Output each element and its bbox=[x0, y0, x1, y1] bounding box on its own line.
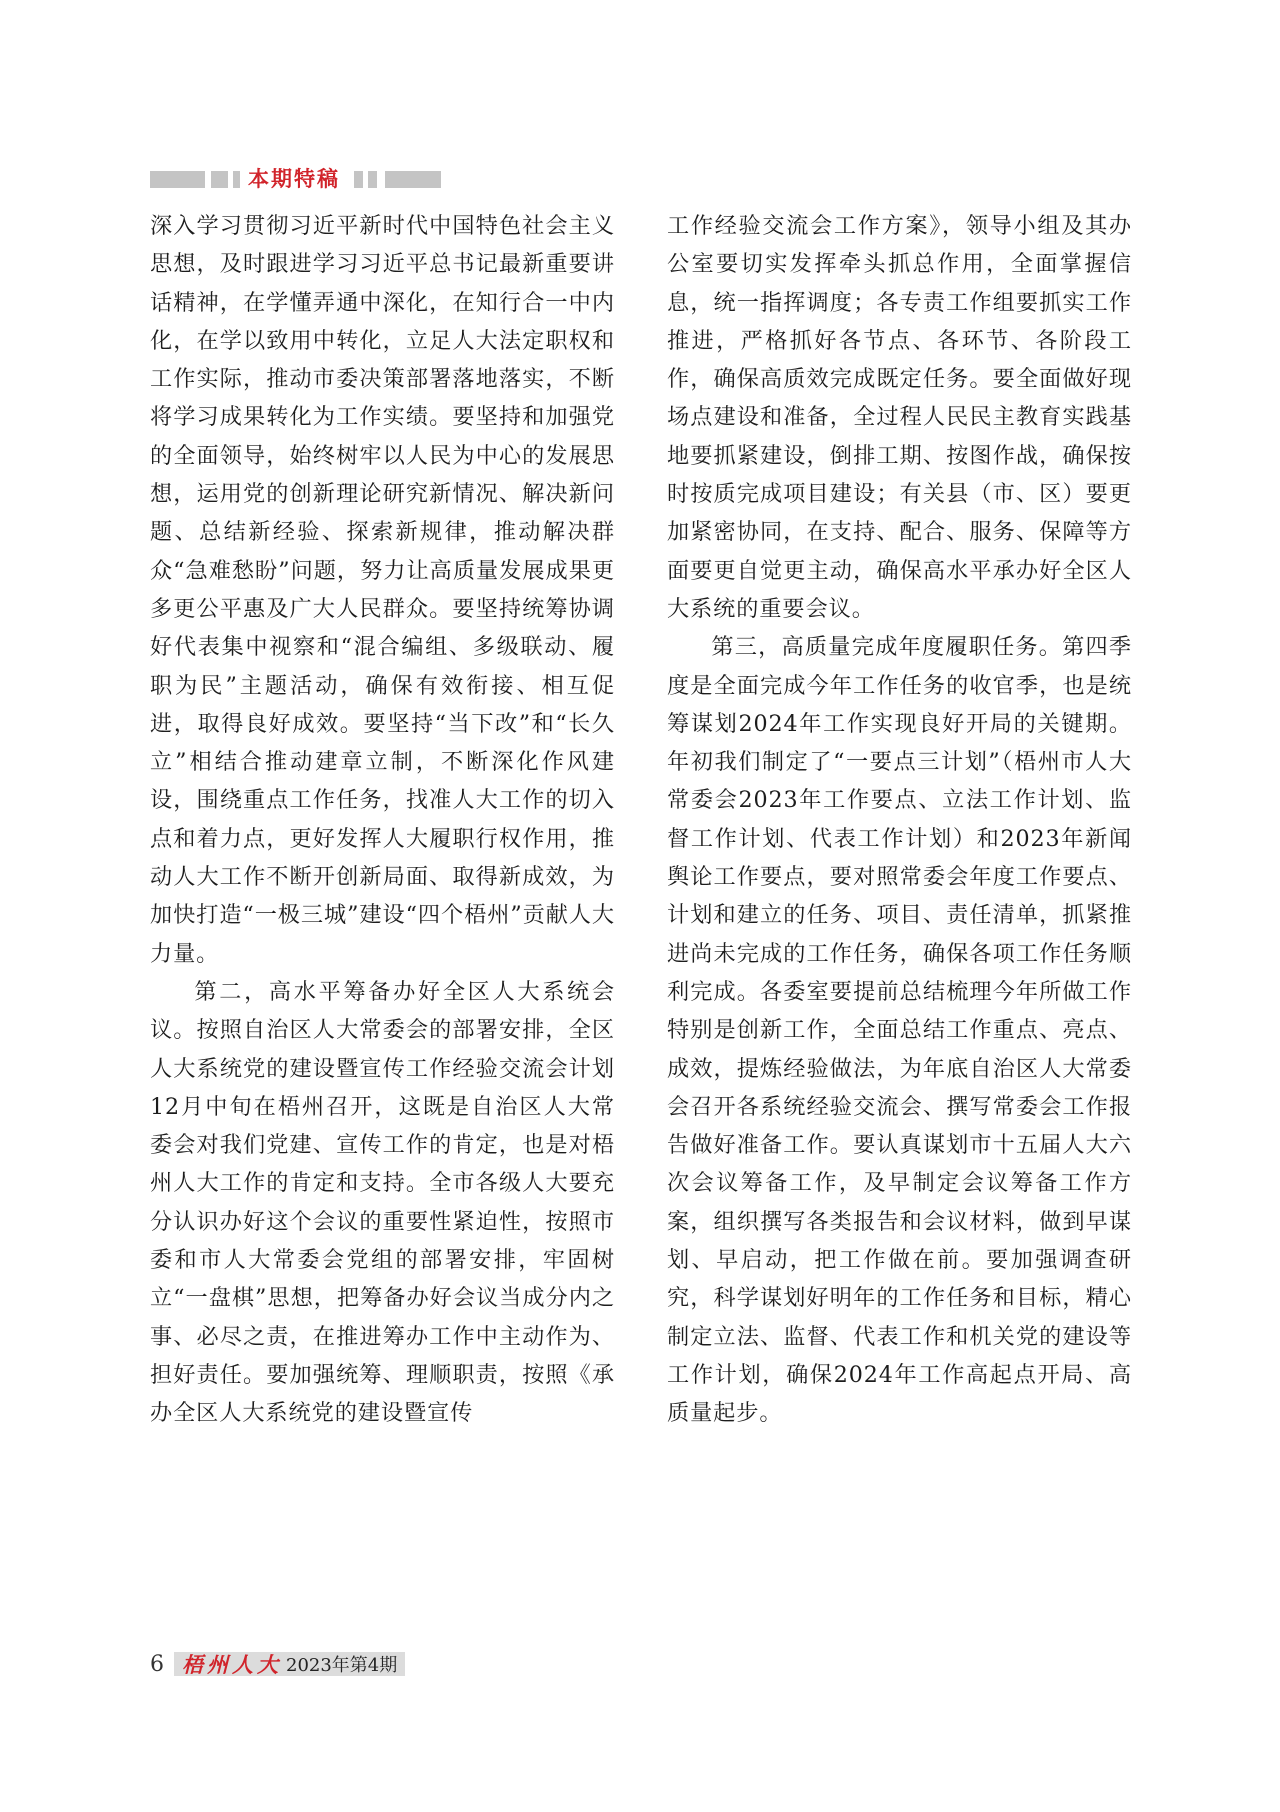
paragraph: 工作经验交流会工作方案》，领导小组及其办公室要切实发挥牵头抓总作用，全面掌握信息，统一指挥调度；各专责工作组要抓实工作推进，严格抓好各节点、各环节、各阶段工作，确保高质效完成既定任务。要全面做好现场点建设和准备，全过程人民民主教育实践基地要抓紧建设，倒排工期、按图作战，确保按时按质完成项目建设；有关县（市、区）要更加紧密协同，在支持、配合、服务、保障等方面要更自觉更主动，确保高水平承办好全区人大系统的重要会议。 bbox=[667, 213, 1132, 622]
right-column bbox=[667, 207, 1132, 1433]
issue-label: 2023年第4期 bbox=[286, 1655, 398, 1676]
section-title: 本期特稿 bbox=[248, 167, 340, 191]
header-decor-bar bbox=[233, 171, 240, 188]
header-decor-bar bbox=[385, 171, 441, 188]
paragraph: 深入学习贯彻习近平新时代中国特色社会主义思想，及时跟进学习习近平总书记最新重要讲话精神，在学懂弄通中深化，在知行合一中内化，在学以致用中转化，立足人大法定职权和工作实际，推动市委决策部署落地落实，不断将学习成果转化为工作实绩。要坚持和加强党的全面领导，始终树牢以人民为中心的发展思想，运用党的创新理论研究新情况、解决新问题、总结新经验、探索新规律，推动解决群众“急难愁盼”问题，努力让高质量发展成果更多更公平惠及广大人民群众。要坚持统筹协调好代表集中视察和“混合编组、多级联动、履职为民”主题活动，确保有效衔接、相互促进，取得良好成效。要坚持“当下改”和“长久立”相结合推动建章立制，不断深化作风建设，围绕重点工作任务，找准人大工作的切入点和着力点，更好发挥人大履职行权作用，推动人大工作不断开创新局面、取得新成效，为加快打造“一极三城”建设“四个梧州”贡献人大力量。 bbox=[150, 213, 615, 967]
page-number: 6 bbox=[150, 1651, 164, 1677]
left-column bbox=[150, 207, 615, 1433]
paragraph: 第三，高质量完成年度履职任务。第四季度是全面完成今年工作任务的收官季，也是统筹谋划2024年工作实现良好开局的关键期。年初我们制定了“一要点三计划”（梧州市人大常委会2023年工作要点、立法工作计划、监督工作计划、代表工作计划）和2023年新闻舆论工作要点，要对照常委会年度工作要点、计划和建立的任务、项目、责任清单，抓紧推进尚未完成的工作任务，确保各项工作任务顺利完成。各委室要提前总结梳理今年所做工作特别是创新工作，全面总结工作重点、亮点、成效，提炼经验做法，为年底自治区人大常委会召开各系统经验交流会、撰写常委会工作报告做好准备工作。要认真谋划市十五届人大六次会议筹备工作，及早制定会议筹备工作方案，组织撰写各类报告和会议材料，做到早谋划、早启动，把工作做在前。要加强调查研究，科学谋划好明年的工作任务和目标，精心制定立法、监督、代表工作和机关党的建设等工作计划，确保2024年工作高起点开局、高质量起步。 bbox=[667, 634, 1132, 1427]
magazine-name: 梧州人大 bbox=[182, 1652, 282, 1677]
paragraph: 第二，高水平筹备办好全区人大系统会议。按照自治区人大常委会的部署安排，全区人大系统党的建设暨宣传工作经验交流会计划12月中旬在梧州召开，这既是自治区人大常委会对我们党建、宣传工作的肯定，也是对梧州人大工作的肯定和支持。全市各级人大要充分认识办好这个会议的重要性紧迫性，按照市委和市人大常委会党组的部署安排，牢固树立“一盘棋”思想，把筹备办好会议当成分内之事、必尽之责，在推进筹办工作中主动作为、担好责任。要加强统筹、理顺职责，按照《承办全区人大系统党的建设暨宣传 bbox=[150, 978, 615, 1427]
header-decor-bar bbox=[354, 171, 363, 188]
header-decor-bar bbox=[211, 171, 228, 188]
header-decor-bar bbox=[150, 171, 205, 188]
header-decor-bar bbox=[368, 171, 377, 188]
footer-masthead bbox=[174, 1652, 405, 1676]
section-header bbox=[150, 169, 441, 189]
page-footer bbox=[150, 1648, 405, 1680]
